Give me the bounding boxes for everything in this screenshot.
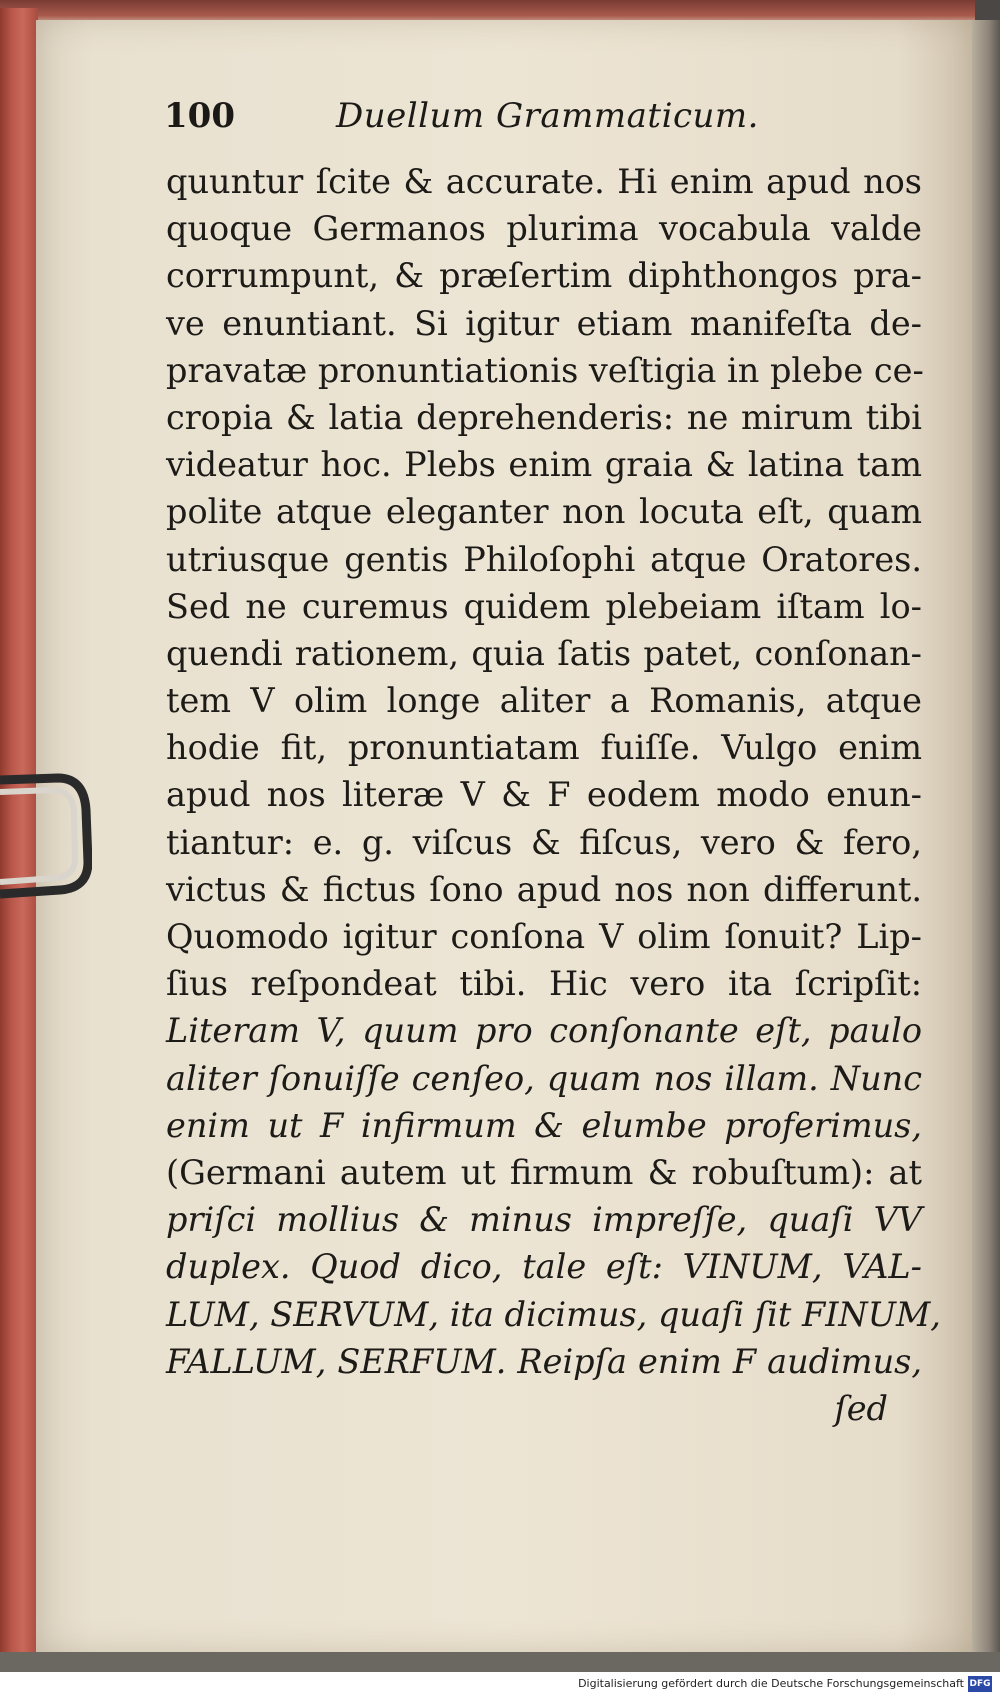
text-line: FALLUM, SERFUM. Reipſa enim F audimus,: [166, 1341, 922, 1381]
text-line: priſci mollius & minus impreſſe, quaſi VV: [166, 1200, 922, 1240]
text-line: corrumpunt, & præſertim diphthongos pra-: [166, 256, 922, 296]
text-line: Quomodo igitur conſona V olim ſonuit? Lip-: [166, 917, 922, 956]
dfg-logo: DFG: [968, 1676, 992, 1692]
text-line: aliter ſonuiſſe cenſeo, quam nos illam. Nunc: [166, 1058, 922, 1098]
text-line: LUM, SERVUM, ita dicimus, quaſi ſit FINUM,: [166, 1294, 941, 1334]
text-line: apud nos literæ V & F eodem modo enun-: [166, 775, 922, 815]
text-line: cropia & latia deprehenderis: ne mirum tibi: [166, 397, 922, 437]
text-line: duplex. Quod dico, tale eſt: VINUM, VAL-: [166, 1247, 922, 1287]
running-head: [164, 96, 904, 146]
book-gutter: [972, 20, 1000, 1660]
text-line: videatur hoc. Plebs enim graia & latina tam: [166, 445, 922, 485]
text-line: victus & fictus ſono apud nos non differunt.: [166, 869, 922, 909]
text-line: quendi rationem, quia ſatis patet, conſonan-: [166, 633, 922, 673]
text-line: utriusque gentis Philoſophi atque Oratores.: [166, 539, 922, 579]
funding-credit: Digitalisierung gefördert durch die Deutsche Forschungsgemeinschaft: [578, 1677, 964, 1690]
text-line: hodie fit, pronuntiatam fuiſſe. Vulgo enim: [166, 728, 922, 768]
text-line: ſius reſpondeat tibi. Hic vero ita ſcripſit:: [166, 964, 922, 1004]
body-text: [166, 158, 941, 1432]
text-line: Literam V, quum pro conſonante eſt, paulo: [166, 1011, 922, 1051]
text-line: enim ut F infirmum & elumbe proferimus,: [166, 1105, 922, 1145]
text-line: (Germani autem ut firmum & robuſtum): at: [166, 1152, 922, 1192]
text-line: tem V olim longe aliter a Romanis, atque: [166, 681, 922, 721]
book-bottom-edge: [0, 1652, 1000, 1672]
text-line: ve enuntiant. Si igitur etiam manifeſta de-: [166, 303, 922, 343]
text-line: tiantur: e. g. viſcus & fiſcus, vero & fero,: [166, 822, 922, 862]
text-line: Sed ne curemus quidem plebeiam iſtam lo-: [166, 586, 922, 626]
text-line: pravatæ pronuntiationis veſtigia in plebe ce-: [166, 350, 924, 390]
text-line: quuntur ſcite & accurate. Hi enim apud nos: [166, 162, 922, 201]
page-number: 100: [164, 96, 235, 136]
running-title: Duellum Grammaticum.: [336, 96, 759, 136]
text-line: quoque Germanos plurima vocabula valde: [166, 209, 922, 249]
text-line: polite atque eleganter non locuta eſt, quam: [166, 492, 922, 532]
page-clip-icon: [0, 770, 92, 900]
text-line: ſed: [834, 1388, 888, 1428]
